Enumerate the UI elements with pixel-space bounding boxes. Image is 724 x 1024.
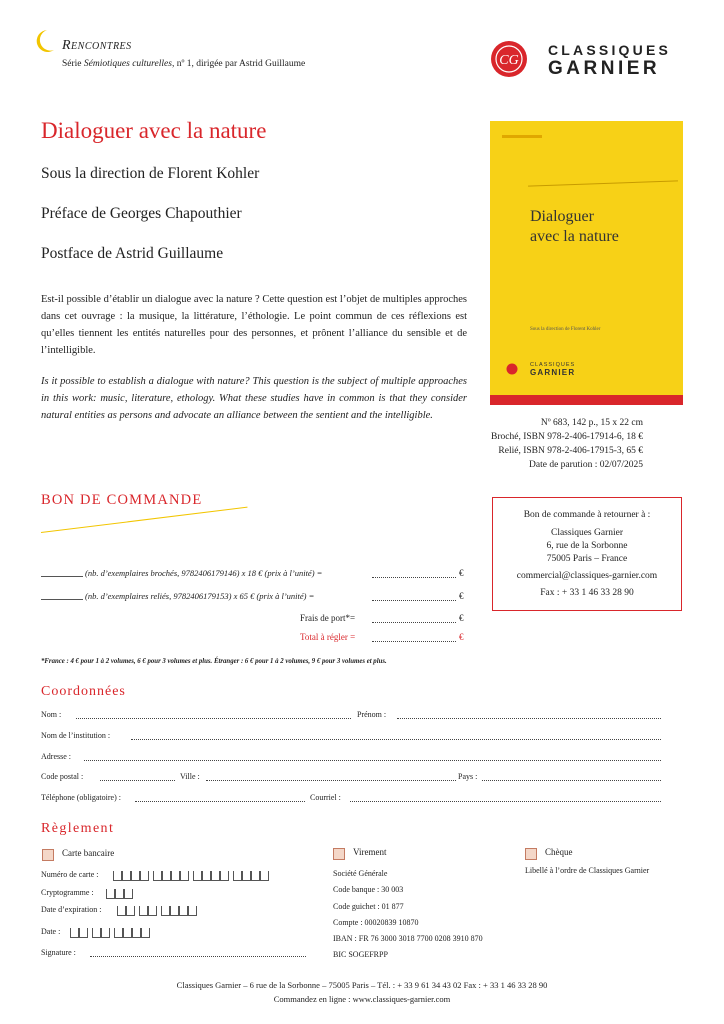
date-label: Date : xyxy=(41,927,61,936)
book-postface: Postface de Astrid Guillaume xyxy=(41,245,224,262)
cryptogram-label: Cryptogramme : xyxy=(41,888,94,897)
cheque-checkbox[interactable] xyxy=(525,848,537,860)
telephone-field[interactable] xyxy=(135,801,305,802)
prenom-label: Prénom : xyxy=(357,710,387,719)
signature-label: Signature : xyxy=(41,948,76,957)
code-postal-field[interactable] xyxy=(100,780,175,781)
book-title: Dialoguer avec la nature xyxy=(41,118,267,143)
bank-details xyxy=(333,866,483,964)
cheque-note: Libellé à l’ordre de Classiques Garnier xyxy=(525,866,650,875)
summary-fr: Est-il possible d’établir un dialogue avec la nature ? Cette question est l’objet de multiples approches dans cet ouvrage : la musique, la littérature, l’éthologie. Le point commun de ces réflexions est qu’elles tiennent les entités naturelles pour des personnes, et prônent l’alliance du sensible et de l’intelligible. xyxy=(41,294,467,356)
summary-en: Is it possible to establish a dialogue with nature? This question is the subject of multiple approaches in this work: music, literature, ethology. What these studies have in common is that they consider natural entities as persons and advocate an alliance between the sentient and the intelligible. xyxy=(41,376,467,421)
pays-label: Pays : xyxy=(458,772,478,781)
ville-label: Ville : xyxy=(180,772,200,781)
telephone-label: Téléphone (obligatoire) : xyxy=(41,793,121,802)
euro-sign: € xyxy=(459,568,464,578)
svg-text:CG: CG xyxy=(499,53,519,68)
detail-line: Relié, ISBN 978-2-406-17915-3, 65 € xyxy=(498,446,643,456)
footer-line-1: Classiques Garnier – 6 rue de la Sorbonne – 75005 Paris – Tél. : + 33 9 61 34 43 02 Fax : + 33 1 46 33 28 90 xyxy=(176,980,548,990)
cheque-label: Chèque xyxy=(545,847,573,857)
return-box-title: Bon de commande à retourner à : xyxy=(523,510,651,520)
book-preface: Préface de Georges Chapouthier xyxy=(41,205,242,222)
adresse-field[interactable] xyxy=(84,760,661,761)
code-postal-label: Code postal : xyxy=(41,772,84,781)
cover-top-text xyxy=(502,135,542,138)
return-box-email: commercial@classiques-garnier.com xyxy=(516,571,658,581)
total-field-relie[interactable] xyxy=(372,600,456,601)
iban: IBAN : FR 76 3000 3018 7700 0208 3910 870 xyxy=(333,934,483,944)
prenom-field[interactable] xyxy=(397,718,661,719)
cover-title-1: Dialoguer xyxy=(530,208,594,225)
cover-publisher-1: CLASSIQUES xyxy=(530,362,576,368)
card-label: Carte bancaire xyxy=(62,848,115,858)
book-cover xyxy=(490,121,683,405)
adresse-label: Adresse : xyxy=(41,752,71,761)
logo-emblem-icon xyxy=(490,40,528,78)
header xyxy=(0,0,724,90)
detail-line: Nº 683, 142 p., 15 x 22 cm xyxy=(540,418,643,428)
transfer-label: Virement xyxy=(353,847,387,857)
total-field[interactable] xyxy=(372,641,456,642)
expiry-label: Date d’expiration : xyxy=(41,905,102,914)
return-box-street: 6, rue de la Sorbonne xyxy=(546,541,628,551)
return-box-name: Classiques Garnier xyxy=(550,528,624,538)
crescent-moon-icon xyxy=(32,28,56,54)
payment-heading: Règlement xyxy=(41,821,115,836)
publisher-logo xyxy=(490,40,528,78)
order-heading-underline xyxy=(41,507,248,533)
publisher-name-2: GARNIER xyxy=(548,58,661,79)
cover-bottom-band xyxy=(490,395,683,405)
total-field-broche[interactable] xyxy=(372,577,456,578)
nom-field[interactable] xyxy=(76,718,351,719)
contact-heading: Coordonnées xyxy=(41,684,126,699)
nom-label: Nom : xyxy=(41,710,62,719)
return-box-city: 75005 Paris – France xyxy=(546,554,628,564)
order-heading: BON DE COMMANDE xyxy=(41,492,203,508)
transfer-checkbox[interactable] xyxy=(333,848,345,860)
euro-sign: € xyxy=(459,613,464,623)
footer-line-2: Commandez en ligne : www.classiques-garnier.com xyxy=(273,994,451,1004)
cover-logo-icon xyxy=(506,363,518,375)
ville-field[interactable] xyxy=(206,780,456,781)
book-details xyxy=(470,416,643,472)
shipping-footnote: *France : 4 € pour 1 à 2 volumes, 6 € pour 3 volumes et plus. Étranger : 6 € pour 1 à 2 volumes, 9 € pour 3 volumes et plus. xyxy=(41,658,387,665)
qty-field-broche[interactable] xyxy=(41,576,83,577)
qty-field-relie[interactable] xyxy=(41,599,83,600)
order-line-broche: (nb. d’exemplaires brochés, 9782406179146) x 18 € (prix à l’unité) = xyxy=(85,568,323,578)
euro-sign: € xyxy=(459,591,464,601)
card-number-field[interactable] xyxy=(113,868,269,886)
courriel-field[interactable] xyxy=(350,801,661,802)
detail-line: Broché, ISBN 978-2-406-17914-6, 18 € xyxy=(491,432,643,442)
cover-editor: Sous la direction de Florent Kohler xyxy=(530,327,601,332)
series-name: Rencontres xyxy=(62,38,132,53)
institution-field[interactable] xyxy=(131,739,661,740)
institution-label: Nom de l’institution : xyxy=(41,731,111,740)
pays-field[interactable] xyxy=(482,780,661,781)
bank-name: Société Générale xyxy=(333,869,388,878)
cryptogram-field[interactable] xyxy=(106,886,133,904)
card-checkbox[interactable] xyxy=(42,849,54,861)
cover-title-2: avec la nature xyxy=(530,228,619,245)
expiry-field[interactable] xyxy=(117,903,197,921)
branch-code: Code guichet : 01 877 xyxy=(333,901,404,911)
publisher-name-1: CLASSIQUES xyxy=(548,42,672,58)
card-number-label: Numéro de carte : xyxy=(41,870,99,879)
return-box xyxy=(492,497,682,611)
shipping-label: Frais de port*= xyxy=(300,613,356,623)
detail-line: Date de parution : 02/07/2025 xyxy=(529,460,643,470)
date-field[interactable] xyxy=(70,925,150,943)
signature-field[interactable] xyxy=(90,956,306,957)
order-line-relie: (nb. d’exemplaires reliés, 9782406179153) x 65 € (prix à l’unité) = xyxy=(85,591,315,601)
shipping-field[interactable] xyxy=(372,622,456,623)
courriel-label: Courriel : xyxy=(310,793,341,802)
total-label: Total à régler = xyxy=(300,632,356,642)
account-number: Compte : 00020839 10870 xyxy=(333,917,419,927)
bank-code: Code banque : 30 003 xyxy=(333,885,404,895)
bic: BIC SOGEFRPP xyxy=(333,950,388,960)
cover-publisher-2: GARNIER xyxy=(530,368,576,377)
book-editor: Sous la direction de Florent Kohler xyxy=(41,165,260,182)
euro-sign: € xyxy=(459,632,464,642)
cover-divider xyxy=(528,180,678,186)
series-line: Série Sémiotiques culturelles, nº 1, dirigée par Astrid Guillaume xyxy=(62,59,306,69)
return-box-fax: Fax : + 33 1 46 33 28 90 xyxy=(540,588,634,598)
